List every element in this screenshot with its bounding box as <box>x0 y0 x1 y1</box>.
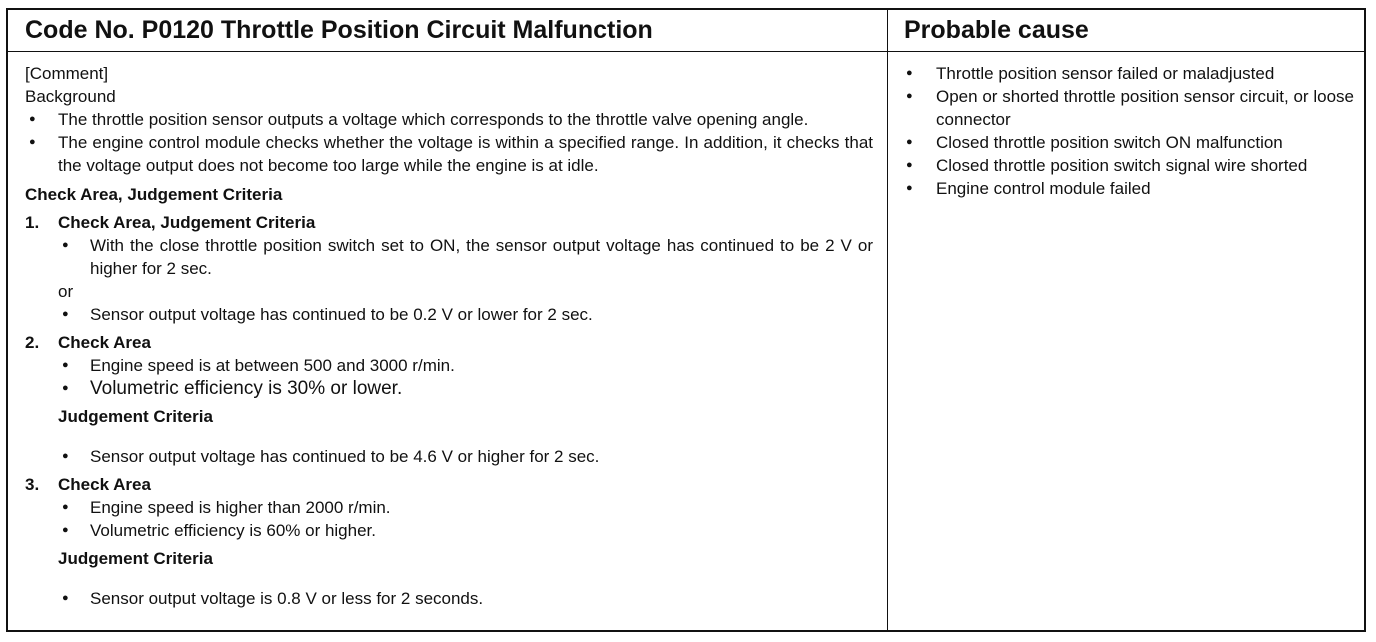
item-number: 2. <box>25 333 40 352</box>
right-column <box>888 10 1364 630</box>
item-title: Check Area <box>58 333 151 352</box>
left-content <box>8 52 887 610</box>
comment-label: [Comment] <box>25 64 109 83</box>
background-list <box>25 108 873 177</box>
list-item: ● The throttle position sensor outputs a voltage which corresponds to the throttle valve opening angle. <box>25 108 873 131</box>
check-area-title: Check Area, Judgement Criteria <box>25 185 283 204</box>
check-item-2 <box>25 331 873 468</box>
or-label: or <box>58 282 74 301</box>
list-item: ● Closed throttle position switch signal wire shorted <box>902 154 1354 177</box>
list-item: ● With the close throttle position switch set to ON, the sensor output voltage has continued to be 2 V or higher for 2 sec. <box>58 234 873 280</box>
list-item: ● Volumetric efficiency is 30% or lower. <box>58 377 873 400</box>
check-item-3 <box>25 473 873 610</box>
item-title: Check Area, Judgement Criteria <box>58 213 316 232</box>
list-item: ● Open or shorted throttle position sensor circuit, or loose connector <box>902 85 1354 131</box>
check-item-1 <box>25 211 873 326</box>
list-item: ● Sensor output voltage has continued to be 4.6 V or higher for 2 sec. <box>58 445 873 468</box>
judgement-criteria-title: Judgement Criteria <box>58 549 213 568</box>
judgement-criteria-title: Judgement Criteria <box>58 407 213 426</box>
probable-cause-header: Probable cause <box>888 10 1364 52</box>
item-title: Check Area <box>58 475 151 494</box>
left-column <box>8 10 888 630</box>
background-label: Background <box>25 87 116 106</box>
list-item: ● Sensor output voltage has continued to be 0.2 V or lower for 2 sec. <box>58 303 873 326</box>
right-content <box>888 52 1364 200</box>
diagnostic-table <box>6 8 1366 632</box>
list-item: ● The engine control module checks whether the voltage is within a specified range. In addition, it checks that the voltage output does not become too large while the engine is at idle. <box>25 131 873 177</box>
list-item: ● Volumetric efficiency is 60% or higher. <box>58 519 873 542</box>
list-item: ● Engine speed is higher than 2000 r/min. <box>58 496 873 519</box>
list-item: ● Engine speed is at between 500 and 3000 r/min. <box>58 354 873 377</box>
list-item: ● Engine control module failed <box>902 177 1354 200</box>
list-item: ● Sensor output voltage is 0.8 V or less for 2 seconds. <box>58 587 873 610</box>
list-item: ● Throttle position sensor failed or maladjusted <box>902 62 1354 85</box>
item-number: 3. <box>25 475 40 494</box>
list-item: ● Closed throttle position switch ON malfunction <box>902 131 1354 154</box>
code-header: Code No. P0120 Throttle Position Circuit Malfunction <box>8 10 887 52</box>
cause-list <box>902 62 1354 200</box>
item-number: 1. <box>25 213 40 232</box>
